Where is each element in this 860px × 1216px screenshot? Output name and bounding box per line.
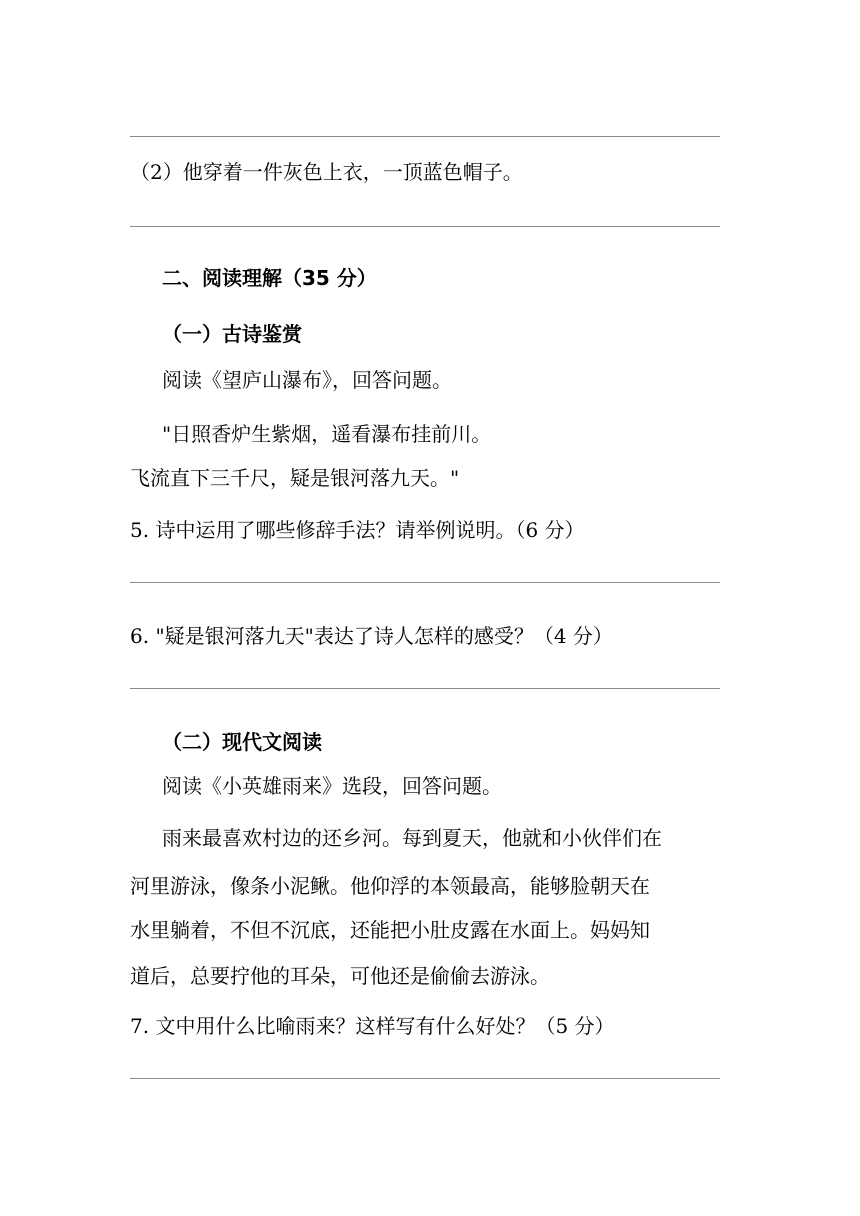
passage-line: 水里躺着，不但不沉底，还能把小肚皮露在水面上。妈妈知 bbox=[130, 918, 650, 942]
poem-line-1: "日照香炉生紫烟，遥看瀑布挂前川。 bbox=[162, 422, 492, 446]
answer-line bbox=[130, 226, 720, 227]
passage-line: 道后，总要拧他的耳朵，可他还是偷偷去游泳。 bbox=[130, 964, 550, 988]
question-6: 6. "疑是银河落九天"表达了诗人怎样的感受？（4 分） bbox=[130, 624, 613, 648]
exercise-sentence-2: （2）他穿着一件灰色上衣，一顶蓝色帽子。 bbox=[130, 160, 523, 184]
answer-line bbox=[130, 582, 720, 583]
answer-line bbox=[130, 688, 720, 689]
section-title: 二、阅读理解（35 分） bbox=[162, 266, 377, 290]
question-7: 7. 文中用什么比喻雨来？这样写有什么好处？（5 分） bbox=[130, 1014, 615, 1038]
question-5: 5. 诗中运用了哪些修辞手法？请举例说明。（6 分） bbox=[130, 518, 585, 542]
poem-line-2: 飞流直下三千尺，疑是银河落九天。" bbox=[130, 466, 460, 490]
answer-line bbox=[130, 1078, 720, 1079]
part2-instruction: 阅读《小英雄雨来》选段，回答问题。 bbox=[162, 774, 502, 798]
part1-heading: （一）古诗鉴赏 bbox=[162, 322, 302, 346]
part1-instruction: 阅读《望庐山瀑布》，回答问题。 bbox=[162, 368, 452, 392]
passage-line: 河里游泳，像条小泥鳅。他仰浮的本领最高，能够脸朝天在 bbox=[130, 874, 650, 898]
answer-line bbox=[130, 136, 720, 137]
part2-heading: （二）现代文阅读 bbox=[162, 730, 322, 754]
passage-line: 雨来最喜欢村边的还乡河。每到夏天，他就和小伙伴们在 bbox=[162, 826, 662, 850]
